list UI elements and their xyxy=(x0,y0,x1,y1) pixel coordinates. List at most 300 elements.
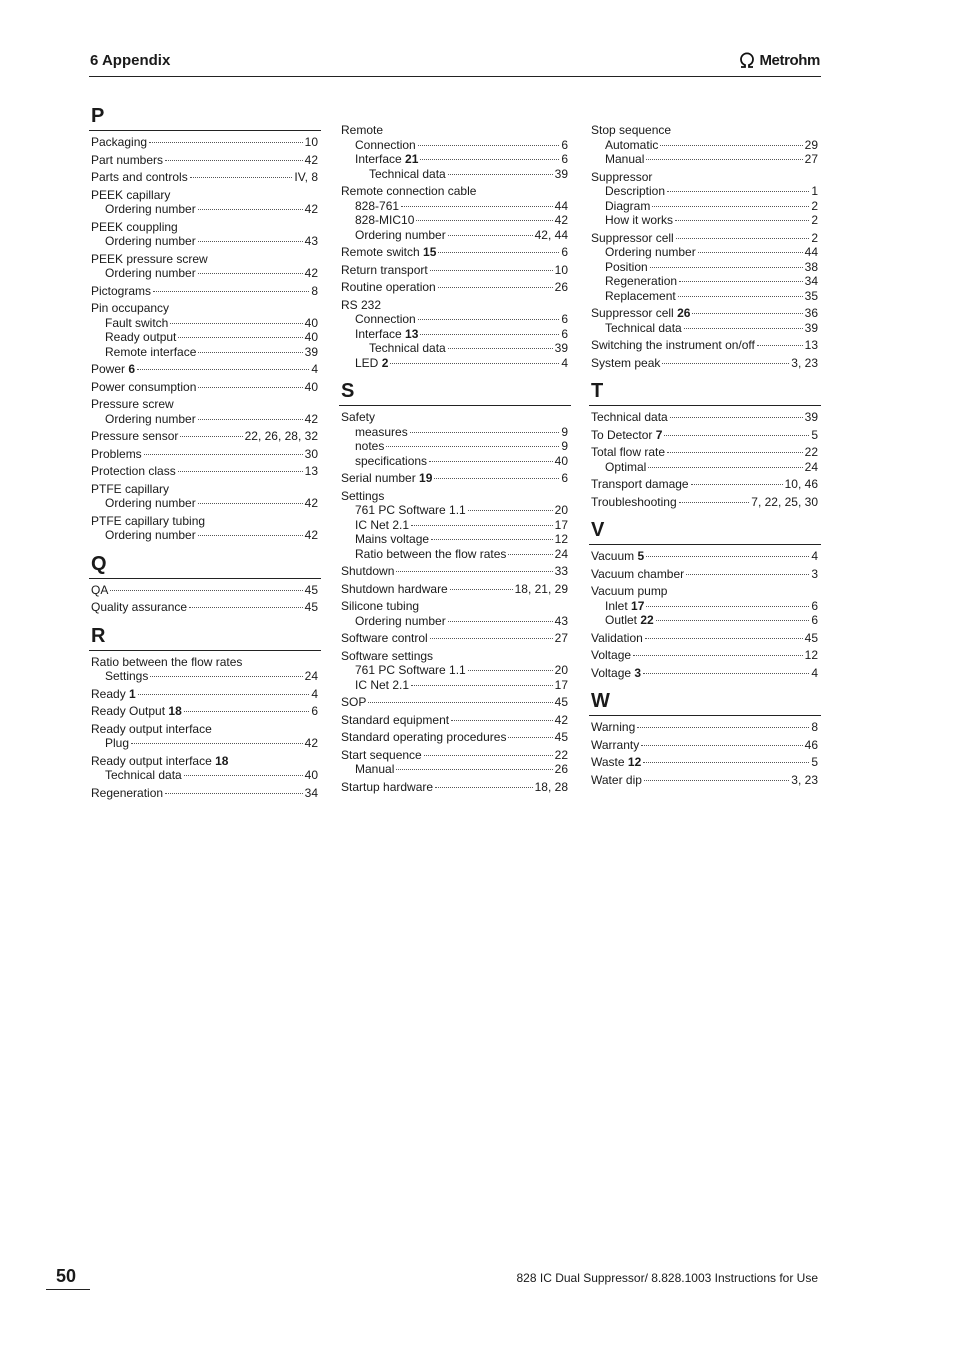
term-label: SOP xyxy=(341,695,367,709)
index-entry xyxy=(89,482,321,511)
term-label: Pictograms xyxy=(91,283,152,298)
term-label: Technical data xyxy=(369,166,446,181)
entry-text xyxy=(591,720,635,735)
page-reference: 24 xyxy=(804,459,818,474)
dot-leader xyxy=(678,296,803,297)
dot-leader xyxy=(662,363,789,364)
figure-ref-number: 12 xyxy=(627,755,642,769)
index-term xyxy=(339,263,571,278)
index-entry xyxy=(339,471,571,486)
term-label: Parts and controls xyxy=(91,170,188,184)
term-label: Return transport xyxy=(341,262,428,277)
term-label: Optimal xyxy=(605,459,647,474)
page-reference: 42 xyxy=(304,266,318,280)
term-label: Ordering number xyxy=(105,528,196,542)
index-term xyxy=(589,666,821,681)
page-reference: 8 xyxy=(311,283,318,298)
dot-leader xyxy=(645,638,803,639)
page-reference: 42 xyxy=(304,736,318,750)
dot-leader xyxy=(757,345,803,346)
entry-text xyxy=(605,260,648,275)
page-reference: 9 xyxy=(561,424,568,439)
index-entry xyxy=(589,549,821,564)
entry-text xyxy=(105,736,129,751)
page-reference: 6 xyxy=(561,245,568,259)
dot-leader xyxy=(684,328,803,329)
term-label: Pressure sensor xyxy=(91,429,179,443)
entry-text xyxy=(591,477,689,492)
term-label: Switching the instrument on/off xyxy=(591,338,755,352)
dot-leader xyxy=(691,484,783,485)
index-entry xyxy=(339,649,571,693)
index-column-2 xyxy=(339,105,571,797)
term-label: Technical data xyxy=(591,410,668,424)
page-reference: 6 xyxy=(811,598,818,613)
term-label: Inlet xyxy=(605,598,628,613)
term-label: Connection xyxy=(355,312,416,326)
dot-leader xyxy=(650,267,803,268)
term-label: Connection xyxy=(355,137,416,152)
term-label: PTFE capillary tubing xyxy=(91,513,206,528)
term-label: Ordering number xyxy=(105,234,196,248)
dot-leader xyxy=(679,281,803,282)
index-term xyxy=(339,280,571,295)
term-label: Packaging xyxy=(91,135,148,149)
term-label: Automatic xyxy=(605,137,659,152)
entry-text xyxy=(91,284,151,299)
page-reference: 34 xyxy=(304,785,318,800)
entry-text xyxy=(355,312,416,327)
index-subentry xyxy=(339,138,571,153)
entry-text xyxy=(591,773,642,788)
dot-leader xyxy=(198,387,302,388)
page-reference: 5 xyxy=(811,427,818,442)
entry-text xyxy=(341,184,476,199)
index-subentry xyxy=(89,202,321,217)
dot-leader xyxy=(198,535,303,536)
term-label: 761 PC Software 1.1 xyxy=(355,663,466,677)
term-label: Voltage xyxy=(591,648,632,662)
index-term xyxy=(589,584,821,599)
page-reference: 39 xyxy=(804,320,818,335)
index-subentry xyxy=(339,454,571,469)
index-term xyxy=(339,245,571,260)
letter-heading: S xyxy=(339,380,571,406)
index-subentry xyxy=(89,496,321,511)
entry-text xyxy=(341,410,375,425)
index-entry xyxy=(89,380,321,395)
entry-text xyxy=(591,306,690,321)
figure-ref-number: 19 xyxy=(419,471,433,485)
entry-text xyxy=(91,704,182,719)
figure-ref-number: 18 xyxy=(215,753,229,768)
entry-text xyxy=(605,460,646,475)
index-term xyxy=(89,397,321,412)
index-entry xyxy=(589,773,821,788)
entry-text xyxy=(105,528,196,543)
term-label: PEEK pressure screw xyxy=(91,251,208,266)
index-entry xyxy=(89,754,321,783)
page-reference: 17 xyxy=(554,677,568,692)
page-reference: 29 xyxy=(804,137,818,152)
index-subentry xyxy=(339,312,571,327)
index-entry xyxy=(589,428,821,443)
index-subentry xyxy=(89,345,321,360)
index-entry xyxy=(589,720,821,735)
entry-text xyxy=(341,780,433,795)
entry-text xyxy=(369,167,446,182)
index-entry xyxy=(589,410,821,425)
index-term xyxy=(339,730,571,745)
dot-leader xyxy=(198,352,302,353)
index-entry xyxy=(89,397,321,426)
entry-text xyxy=(355,518,409,533)
index-subentry xyxy=(339,663,571,678)
page-reference: 36 xyxy=(804,306,818,320)
letter-heading: P xyxy=(89,105,321,131)
dot-leader xyxy=(670,417,803,418)
index-term xyxy=(339,582,571,597)
index-entry xyxy=(339,123,571,181)
page-reference: 8 xyxy=(811,720,818,734)
index-subentry xyxy=(339,327,571,342)
index-section xyxy=(89,625,321,801)
dot-leader xyxy=(420,334,559,335)
entry-text xyxy=(355,199,399,214)
entry-text xyxy=(105,412,196,427)
entry-text xyxy=(355,213,414,228)
term-label: Ordering number xyxy=(105,496,196,510)
page-reference: 38 xyxy=(804,259,818,274)
term-label: Manual xyxy=(355,762,395,776)
entry-text xyxy=(105,496,196,511)
dot-leader xyxy=(448,348,553,349)
term-label: Startup hardware xyxy=(341,779,434,794)
term-label: Power xyxy=(91,362,126,376)
term-label: Replacement xyxy=(605,288,676,303)
term-label: Suppressor xyxy=(591,169,653,184)
entry-text xyxy=(605,274,677,289)
term-label: Problems xyxy=(91,446,142,461)
term-label: Ordering number xyxy=(105,202,196,216)
dot-leader xyxy=(410,432,560,433)
figure-ref-number: 26 xyxy=(677,306,691,320)
dot-leader xyxy=(679,502,750,503)
section-title: 6 Appendix xyxy=(90,52,171,69)
term-label: Part numbers xyxy=(91,152,164,167)
term-label: Stop sequence xyxy=(591,123,672,137)
dot-leader xyxy=(416,220,552,221)
page-reference: 20 xyxy=(554,663,568,677)
page-reference: 42 xyxy=(554,712,568,727)
dot-leader xyxy=(434,478,559,479)
dot-leader xyxy=(692,313,802,314)
term-label: Manual xyxy=(605,152,645,166)
dot-leader xyxy=(438,252,559,253)
page-reference: 44 xyxy=(804,245,818,259)
entry-text xyxy=(355,678,409,693)
dot-leader xyxy=(401,206,553,207)
entry-text xyxy=(91,170,188,185)
entry-text xyxy=(105,266,196,281)
term-label: Waste xyxy=(591,755,625,769)
dot-leader xyxy=(170,323,302,324)
entry-text xyxy=(91,188,170,203)
term-label: Total flow rate xyxy=(591,445,666,459)
term-label: Settings xyxy=(341,488,385,503)
dot-leader xyxy=(198,241,303,242)
dot-leader xyxy=(633,655,803,656)
entry-text xyxy=(105,768,182,783)
index-entry xyxy=(589,306,821,335)
entry-text xyxy=(91,722,212,737)
term-label: Voltage xyxy=(591,665,632,680)
dot-leader xyxy=(411,525,553,526)
entry-text xyxy=(591,170,652,185)
term-label: Quality assurance xyxy=(91,600,188,614)
term-label: Shutdown hardware xyxy=(341,581,448,596)
dot-leader xyxy=(646,556,809,557)
term-label: Technical data xyxy=(369,341,446,355)
index-entry xyxy=(339,184,571,242)
page-reference: 20 xyxy=(554,503,568,517)
page-number: 50 xyxy=(46,1264,90,1290)
index-term xyxy=(89,482,321,497)
index-term xyxy=(89,600,321,615)
entry-text xyxy=(91,655,242,670)
entry-text xyxy=(341,730,506,745)
index-entry xyxy=(89,362,321,377)
page-reference: 39 xyxy=(304,344,318,359)
dot-leader xyxy=(198,273,303,274)
index-entry xyxy=(339,564,571,579)
page-reference: 30 xyxy=(304,446,318,461)
entry-text xyxy=(355,532,429,547)
term-label: Ready Output xyxy=(91,704,166,718)
index-subentry xyxy=(589,152,821,167)
term-label: Regeneration xyxy=(91,785,164,800)
dot-leader xyxy=(468,510,553,511)
document-title: 828 IC Dual Suppressor/ 8.828.1003 Instructions for Use xyxy=(516,1271,818,1285)
dot-leader xyxy=(641,745,802,746)
term-label: Warning xyxy=(591,720,636,734)
dot-leader xyxy=(644,780,789,781)
page-reference: 6 xyxy=(561,312,568,326)
dot-leader xyxy=(648,467,802,468)
dot-leader xyxy=(184,775,303,776)
entry-text xyxy=(105,345,196,360)
index-entry xyxy=(89,655,321,684)
index-term xyxy=(589,170,821,185)
index-section xyxy=(339,123,571,370)
dot-leader xyxy=(137,369,309,370)
dot-leader xyxy=(178,471,303,472)
entry-text xyxy=(341,631,428,646)
entry-text xyxy=(591,123,671,138)
index-term xyxy=(89,429,321,444)
dot-leader xyxy=(368,702,552,703)
term-label: LED xyxy=(355,355,379,370)
letter-heading: W xyxy=(589,690,821,716)
entry-text xyxy=(355,138,416,153)
index-entry xyxy=(339,263,571,278)
index-entry xyxy=(339,713,571,728)
dot-leader xyxy=(396,769,552,770)
index-term xyxy=(89,252,321,267)
page-reference: 4 xyxy=(561,355,568,370)
index-entry xyxy=(589,123,821,167)
index-subentry xyxy=(339,199,571,214)
entry-text xyxy=(355,454,427,469)
index-entry xyxy=(589,170,821,228)
index-term xyxy=(589,306,821,321)
dot-leader xyxy=(448,235,533,236)
entry-text xyxy=(605,152,644,167)
index-term xyxy=(339,298,571,313)
entry-text xyxy=(605,613,654,628)
term-label: Interface xyxy=(355,326,402,341)
dot-leader xyxy=(667,452,803,453)
index-subentry xyxy=(89,266,321,281)
dot-leader xyxy=(150,676,302,677)
entry-text xyxy=(341,245,436,260)
page-reference: 3, 23 xyxy=(791,772,818,787)
dot-leader xyxy=(386,446,559,447)
page-reference: 39 xyxy=(804,410,818,424)
term-label: Mains voltage xyxy=(355,532,430,546)
page-reference: 40 xyxy=(554,453,568,468)
dot-leader xyxy=(646,159,802,160)
term-label: Settings xyxy=(105,669,149,683)
entry-text xyxy=(91,482,169,497)
page-reference: 45 xyxy=(304,582,318,597)
page-reference: 40 xyxy=(304,315,318,330)
page-reference: 34 xyxy=(804,274,818,288)
figure-ref-number: 3 xyxy=(634,665,642,680)
entry-text xyxy=(591,648,631,663)
page-reference: 43 xyxy=(304,234,318,248)
entry-text xyxy=(341,713,449,728)
index-entry xyxy=(89,464,321,479)
index-term xyxy=(589,445,821,460)
term-label: To Detector xyxy=(591,427,653,442)
entry-text xyxy=(355,614,446,629)
page-reference: 42 xyxy=(304,202,318,216)
entry-text xyxy=(91,464,176,479)
dot-leader xyxy=(178,337,302,338)
metrohm-logo xyxy=(737,51,820,69)
dot-leader xyxy=(448,621,553,622)
term-label: Serial number xyxy=(341,471,416,485)
index-term xyxy=(89,170,321,185)
term-label: Pressure screw xyxy=(91,397,174,411)
index-term xyxy=(89,655,321,670)
figure-ref-number: 6 xyxy=(128,362,136,376)
index-subentry xyxy=(89,412,321,427)
term-label: Protection class xyxy=(91,464,176,478)
index-term xyxy=(89,284,321,299)
dot-leader xyxy=(508,554,552,555)
index-entry xyxy=(589,445,821,474)
entry-text xyxy=(91,600,187,615)
dot-leader xyxy=(165,793,303,794)
index-entry xyxy=(589,738,821,753)
term-label: Ready output interface xyxy=(91,721,212,736)
figure-ref-number: 18 xyxy=(168,704,182,718)
page-reference: 33 xyxy=(554,564,568,578)
dot-leader xyxy=(198,209,303,210)
index-term xyxy=(339,471,571,486)
index-entry xyxy=(89,429,321,444)
index-subentry xyxy=(339,341,571,356)
dot-leader xyxy=(664,435,809,436)
page-reference: 18, 21, 29 xyxy=(514,581,568,596)
dot-leader xyxy=(198,503,303,504)
dot-leader xyxy=(448,174,553,175)
page-reference: 42 xyxy=(304,528,318,542)
entry-text xyxy=(605,213,673,228)
index-subentry xyxy=(339,228,571,243)
entry-text xyxy=(91,362,135,377)
index-subentry xyxy=(589,289,821,304)
page-reference: 2 xyxy=(811,230,818,245)
index-subentry xyxy=(89,316,321,331)
index-entry xyxy=(589,495,821,510)
index-term xyxy=(589,356,821,371)
page-reference: 26 xyxy=(554,762,568,776)
entry-text xyxy=(605,138,658,153)
index-entry xyxy=(89,252,321,281)
index-term xyxy=(589,720,821,735)
page-reference: 42 xyxy=(304,411,318,426)
index-term xyxy=(339,599,571,614)
dot-leader xyxy=(110,590,302,591)
dot-leader xyxy=(184,711,310,712)
term-label: Safety xyxy=(341,410,376,424)
entry-text xyxy=(355,547,506,562)
dot-leader xyxy=(429,461,553,462)
page-reference: 5 xyxy=(811,755,818,769)
index-term xyxy=(89,301,321,316)
dot-leader xyxy=(418,319,560,320)
term-label: RS 232 xyxy=(341,297,382,312)
index-subentry xyxy=(339,518,571,533)
index-entry xyxy=(339,748,571,777)
term-label: QA xyxy=(91,582,109,597)
figure-ref-number: 21 xyxy=(405,152,419,166)
index-term xyxy=(339,748,571,763)
entry-text xyxy=(341,582,448,597)
entry-text xyxy=(591,631,643,646)
dot-leader xyxy=(450,589,513,590)
entry-text xyxy=(91,583,108,598)
page-reference: 2 xyxy=(811,213,818,227)
dot-leader xyxy=(431,539,553,540)
term-label: Software settings xyxy=(341,648,434,663)
dot-leader xyxy=(451,720,553,721)
term-label: Description xyxy=(605,184,666,198)
page-reference: 10 xyxy=(304,135,318,149)
page-reference: 7, 22, 25, 30 xyxy=(751,494,818,509)
entry-text xyxy=(355,152,418,167)
page-reference: 45 xyxy=(554,695,568,709)
index-subentry xyxy=(339,213,571,228)
dot-leader xyxy=(420,159,559,160)
term-label: Standard equipment xyxy=(341,712,450,727)
index-section xyxy=(589,519,821,680)
entry-text xyxy=(91,220,178,235)
index-section xyxy=(89,105,321,543)
